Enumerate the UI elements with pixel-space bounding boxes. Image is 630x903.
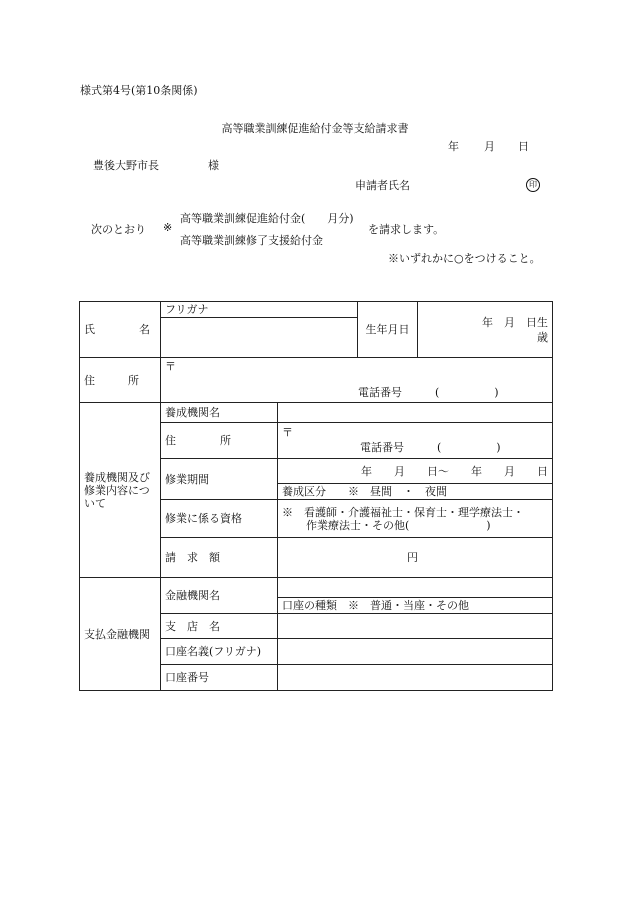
- request-text: を請求します。: [368, 223, 445, 236]
- date-month: 月: [484, 140, 495, 153]
- address-phone: 電話番号 ( ): [358, 386, 499, 399]
- inst-postal-mark: 〒: [282, 426, 293, 439]
- birth-label-cell: [358, 302, 418, 358]
- branch-label-cell: [161, 614, 278, 639]
- name-label: 氏 名: [84, 323, 150, 336]
- name-input-cell[interactable]: [161, 318, 358, 358]
- addressee: 豊後大野市長: [93, 159, 159, 172]
- form-title: 高等職業訓練促進給付金等支給請求書: [221, 122, 409, 135]
- intro-text: 次のとおり: [91, 223, 146, 236]
- furigana-label: フリガナ: [165, 303, 209, 316]
- age-label: 歳: [537, 330, 549, 344]
- form-number: 様式第4号(第10条関係): [80, 84, 198, 97]
- date-year: 年: [448, 140, 459, 153]
- option-mark: ※: [163, 221, 173, 234]
- inst-phone: 電話番号 ( ): [360, 441, 501, 454]
- seal-mark: [526, 177, 540, 192]
- amount-input-cell[interactable]: [278, 538, 553, 578]
- training-group-cell: [80, 403, 161, 578]
- inst-address-label-cell: [161, 423, 278, 459]
- inst-address-label: 住 所: [165, 434, 231, 447]
- application-form-table: [79, 301, 553, 691]
- training-group-label: 養成機関及び修業内容について: [84, 470, 150, 510]
- qualification-line2: 作業療法士・その他( ): [306, 518, 491, 532]
- amount-unit: 円: [407, 551, 419, 564]
- branch-input-cell[interactable]: [278, 614, 553, 639]
- address-label: 住 所: [84, 373, 139, 387]
- course-type-cell[interactable]: [278, 484, 553, 500]
- qualification-line1: ※ 看護師・介護福祉士・保育士・理学療法士・: [282, 505, 524, 519]
- qualification-label-cell: [161, 500, 278, 538]
- honorific: 様: [208, 159, 219, 172]
- account-type: 口座の種類 ※ 普通・当座・その他: [282, 599, 469, 612]
- course-type: 養成区分 ※ 昼間 ・ 夜間: [282, 485, 447, 498]
- amount-label: 請 求 額: [165, 551, 220, 564]
- bank-name-input-cell[interactable]: [278, 578, 553, 598]
- date-day: 日: [518, 140, 529, 153]
- qualification-input-cell[interactable]: [278, 500, 553, 538]
- option-promotion-benefit: 高等職業訓練促進給付金( 月分): [180, 212, 354, 225]
- applicant-name-label: 申請者氏名: [355, 179, 410, 192]
- option-completion-benefit: 高等職業訓練修了支援給付金: [180, 234, 323, 247]
- account-no-label-cell: [161, 665, 278, 691]
- account-no-input-cell[interactable]: [278, 665, 553, 691]
- birth-label: 生年月日: [365, 323, 410, 336]
- address-label-cell: [80, 358, 161, 403]
- period-value: 年 月 日～ 年 月 日: [361, 464, 549, 478]
- address-input-cell[interactable]: [161, 358, 553, 403]
- birth-value: 年 月 日生: [482, 315, 549, 329]
- institution-label: 養成機関名: [165, 406, 220, 419]
- bank-name-label: 金融機関名: [165, 589, 220, 602]
- account-no-label: 口座番号: [165, 671, 209, 684]
- instruction-note: ※いずれかに○をつけること。: [388, 252, 541, 265]
- qualification-label: 修業に係る資格: [165, 512, 242, 525]
- seal-char: 印: [526, 178, 540, 192]
- inst-address-input-cell[interactable]: [278, 423, 553, 459]
- period-label: 修業期間: [165, 472, 209, 486]
- furigana-cell[interactable]: [161, 302, 358, 318]
- holder-input-cell[interactable]: [278, 639, 553, 665]
- institution-input-cell[interactable]: [278, 403, 553, 423]
- branch-label: 支 店 名: [165, 619, 220, 633]
- amount-label-cell: [161, 538, 278, 578]
- period-input-cell[interactable]: [278, 459, 553, 484]
- postal-mark: 〒: [165, 360, 176, 373]
- bank-group-cell: [80, 578, 161, 691]
- account-type-cell[interactable]: [278, 598, 553, 614]
- institution-label-cell: [161, 403, 278, 423]
- period-label-cell: [161, 459, 278, 500]
- name-label-cell: [80, 302, 161, 358]
- holder-label-cell: [161, 639, 278, 665]
- holder-label: 口座名義(フリガナ): [165, 645, 262, 658]
- birth-value-cell[interactable]: [418, 302, 553, 358]
- bank-name-label-cell: [161, 578, 278, 614]
- bank-group-label: 支払金融機関: [84, 627, 150, 641]
